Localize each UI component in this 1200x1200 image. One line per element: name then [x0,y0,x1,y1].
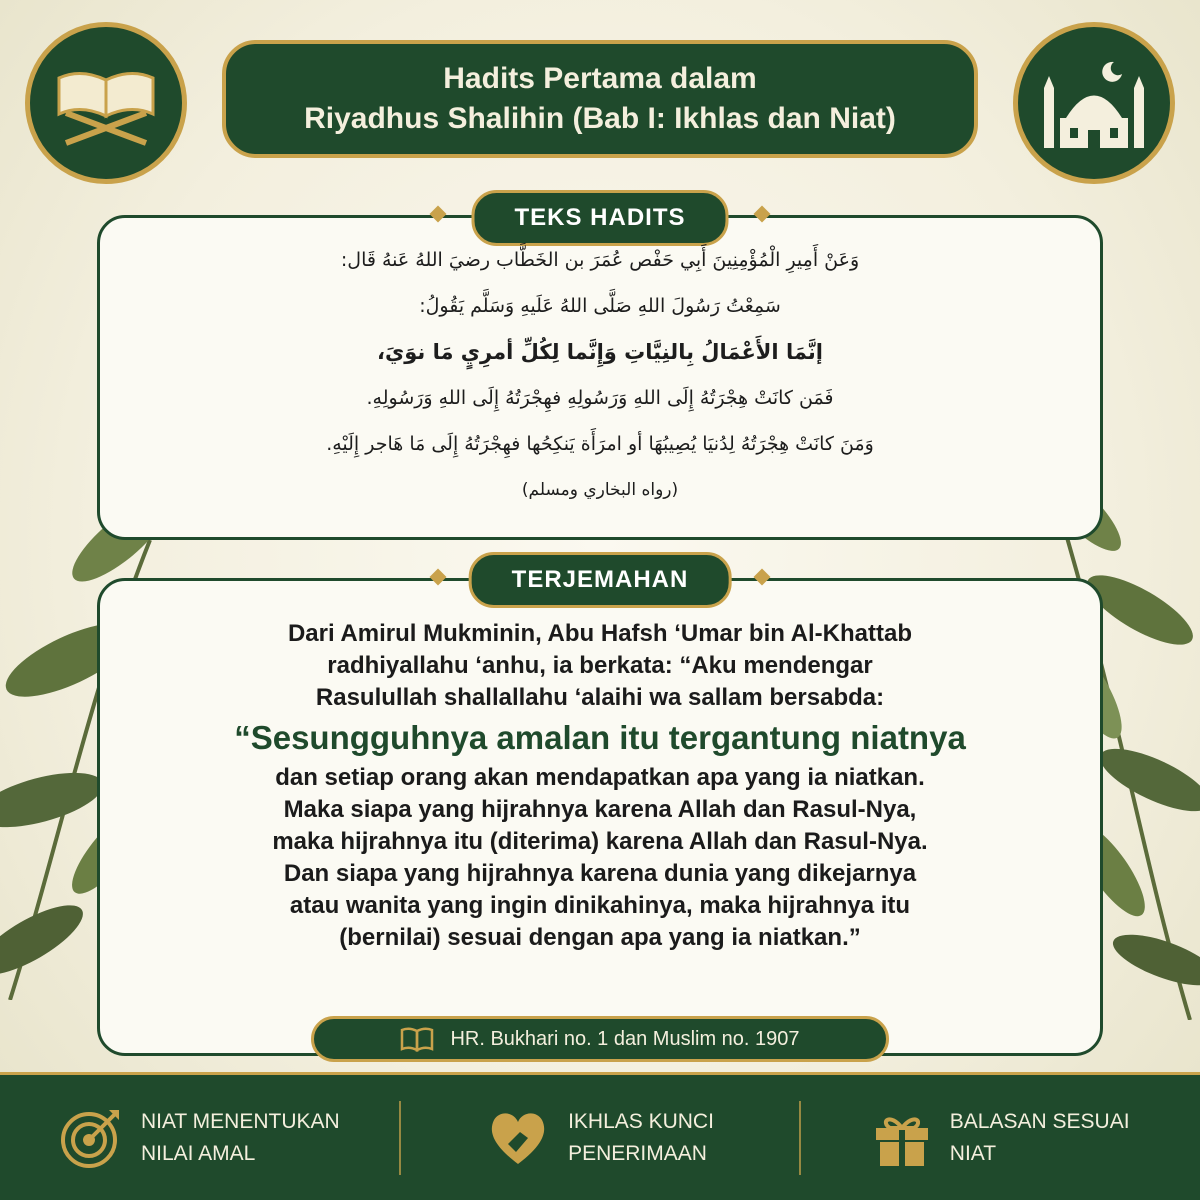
title-banner [222,40,978,158]
terjemahan-line: radhiyallahu ‘anhu, ia berkata: “Aku mendengar [327,652,873,679]
hadits-line: وَمَنَ كانَتْ هِجْرَتُهُ لِدُنيَا يُصِيبُهَا أو امرَأَة يَنكِحُها فهِجْرَتُهُ إِلَى مَا هَاجر إِلَيْهِ. [326,433,874,455]
page-title-line2: Riyadhus Shalihin (Bab I: Ikhlas dan Niat) [304,102,896,135]
feature-balasan-line1: BALASAN SESUAI [949,1109,1130,1133]
terjemahan-line: (bernilai) sesuai dengan apa yang ia niatkan.” [339,924,861,951]
terjemahan-line: atau wanita yang ingin dinikahinya, maka hijrahnya itu [289,892,911,919]
feature-niat-line2: NILAI AMAL [140,1141,256,1165]
terjemahan-line: Rasulullah shallallahu ‘alaihi wa sallam bersabda: [315,684,885,711]
terjemahan-line: dan setiap orang akan mendapatkan apa yang ia niatkan. [275,764,925,791]
mosque-icon [1034,48,1154,158]
hadits-line: فَمَن كانَتْ هِجْرَتُهُ إِلَى اللهِ وَرَسُولِهِ فهِجْرَتُهُ إِلَى اللهِ وَرَسُولِهِ. [366,387,834,409]
target-icon [59,1106,123,1170]
hadits-line: وَعَنْ أَمِيرِ الْمُؤْمِنِينَ أَبِي حَفْص عُمَرَ بن الخَطَّاب رضيَ اللهُ عَنهُ قَال: [340,249,860,271]
hadits-arabic-text [150,248,1050,502]
footer-divider [799,1101,801,1175]
feature-ikhlas [401,1106,800,1170]
terjemahan-line: Maka siapa yang hijrahnya karena Allah dan Rasul-Nya, [283,796,917,823]
footer-divider [399,1101,401,1175]
book-icon [400,1026,434,1052]
hadits-line-emphasis: إنَّمَا الأَعْمَالُ بِالنِيَّاتِ وَإِنَّما لِكُلِّ أمرِيٍ مَا نوَيَ، [377,340,823,364]
feature-balasan-line2: NIAT [949,1141,997,1165]
open-quran-icon [51,58,161,148]
feature-balasan [801,1106,1200,1170]
terjemahan-line: Dan siapa yang hijrahnya karena dunia yang dikejarnya [283,860,917,887]
heart-hand-icon [486,1108,550,1168]
feature-niat [0,1106,399,1170]
gift-icon [872,1108,932,1168]
terjemahan-quote: “Sesungguhnya amalan itu tergantung niatnya [234,719,966,756]
reference-badge [311,1016,889,1062]
feature-ikhlas-line2: PENERIMAAN [568,1141,707,1165]
terjemahan-line: maka hijrahnya itu (diterima) karena Allah dan Rasul-Nya. [272,828,928,855]
section-label-terjemahan: TERJEMAHAN [469,552,732,608]
section-label-teks-hadits: TEKS HADITS [471,190,728,246]
reference-text: HR. Bukhari no. 1 dan Muslim no. 1907 [450,1027,800,1050]
hadits-line: سَمِعْتُ رَسُولَ اللهِ صَلَّى اللهُ عَلَيهِ وَسَلَّم يَقُولُ: [419,295,781,317]
feature-ikhlas-line1: IKHLAS KUNCI [568,1109,714,1133]
terjemahan-text [120,618,1080,954]
hadits-rawi: (رواه البخاري ومسلم) [521,480,679,500]
page-title-line1: Hadits Pertama dalam [443,62,757,95]
footer-bar [0,1072,1200,1200]
quran-emblem [25,22,187,184]
feature-niat-line1: NIAT MENENTUKAN [140,1109,340,1133]
terjemahan-line: Dari Amirul Mukminin, Abu Hafsh ‘Umar bin Al-Khattab [287,620,913,647]
mosque-emblem [1013,22,1175,184]
